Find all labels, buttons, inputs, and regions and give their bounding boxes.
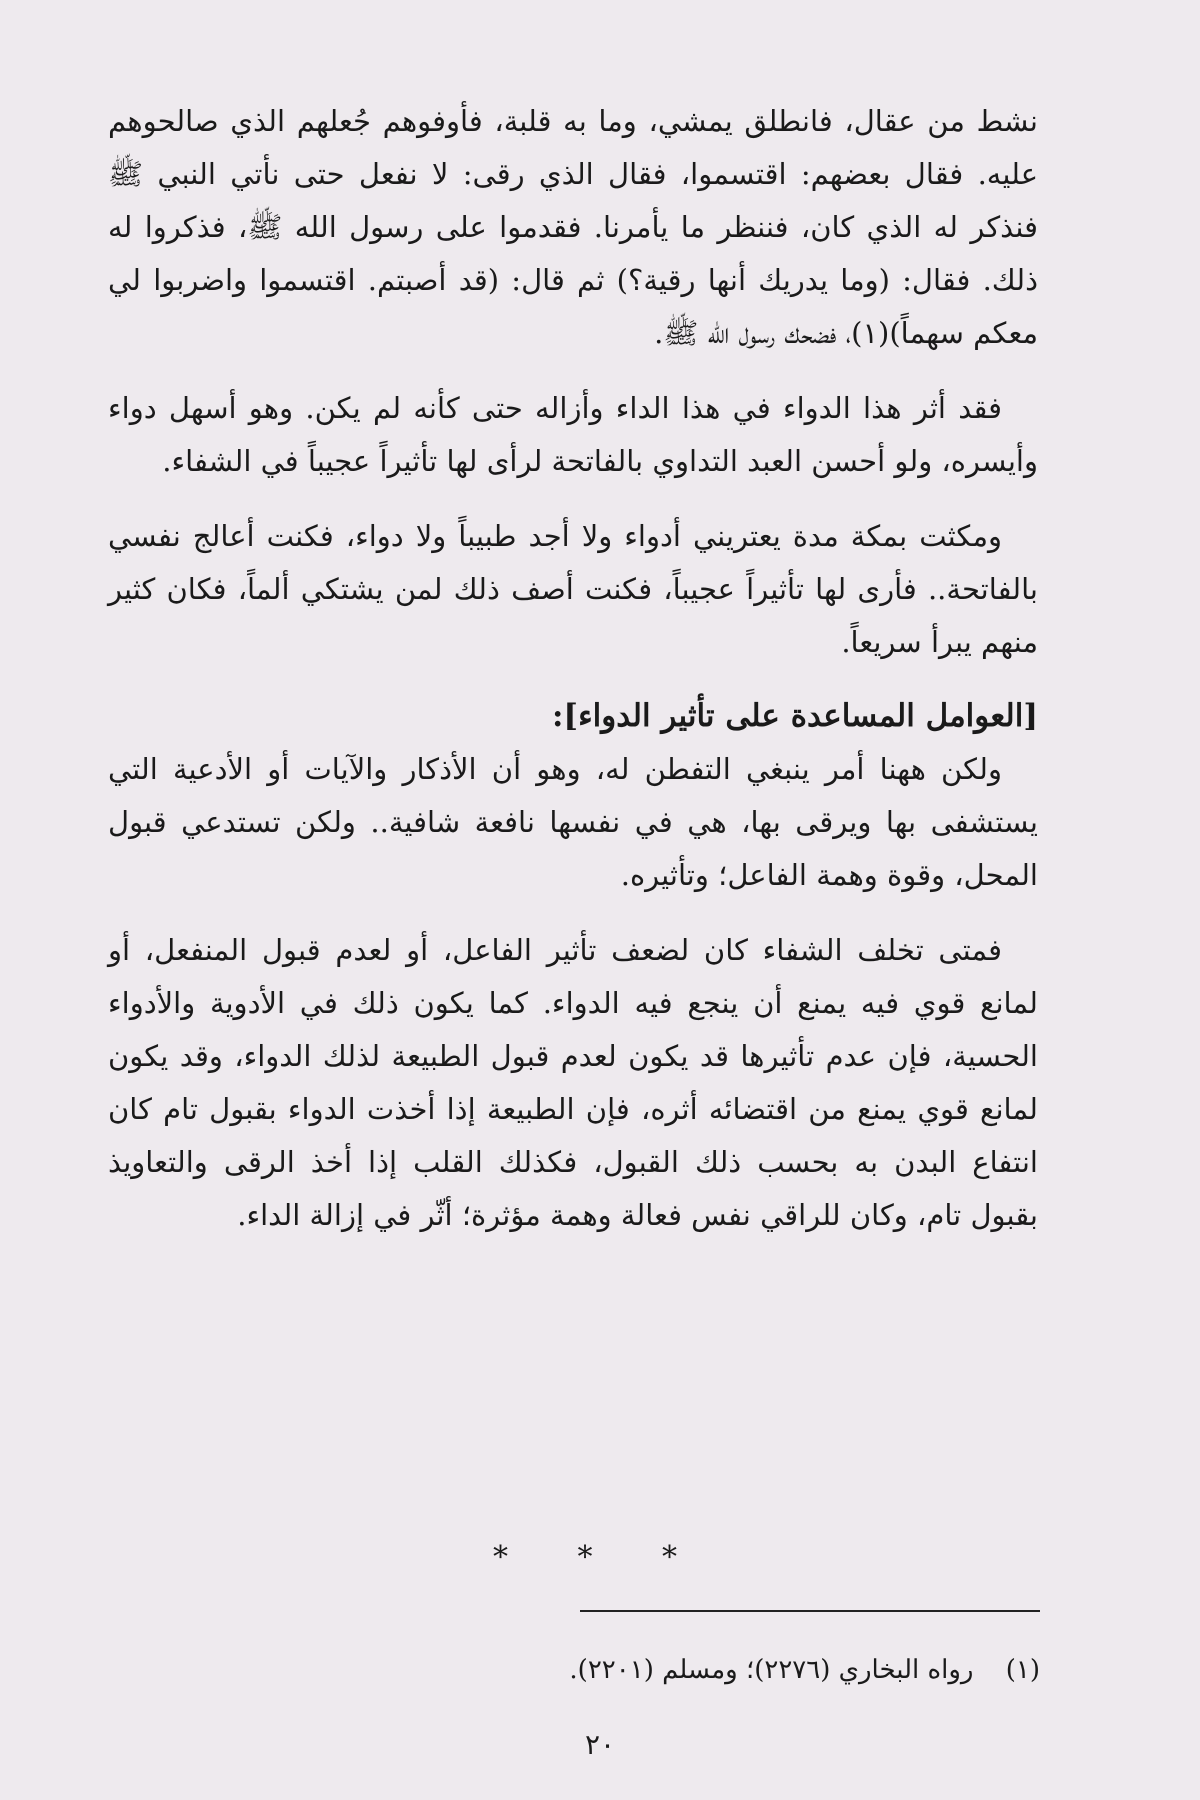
footnote (569, 1650, 1040, 1690)
footnote-divider (580, 1610, 1040, 1612)
paragraph-failure: فمتى تخلف الشفاء كان لضعف تأثير الفاعل، أو لعدم قبول المنفعل، أو لمانع قوي فيه يمنع أن ينجع فيه الدواء. كما يكون ذلك في الأدوية والأدواء الحسية، فإن عدم تأثيرها قد يكون لعدم قبول الطبيعة لذلك الدواء، وقد يكون لمانع قوي يمنع من اقتضائه أثره، فإن الطبيعة إذا أخذت الدواء بقبول تام كان انتفاع البدن به بحسب ذلك القبول، فكذلك القلب إذا أخذ الرقى والتعاويذ بقبول تام، وكان للراقي نفس فعالة وهمة مؤثرة؛ أثّر في إزالة الداء. (108, 933, 1038, 1232)
section-heading: [العوامل المساعدة على تأثير الدواء]: (551, 698, 1038, 734)
paragraph-hadith: نشط من عقال، فانطلق يمشي، وما به قلبة، فأوفوهم جُعلهم الذي صالحوهم عليه. فقال بعضهم: اقتسموا، فقال الذي رقى: لا نفعل حتى نأتي النبي ﷺ فنذكر له الذي كان، فننظر ما يأمرنا. فقدموا على رسول الله ﷺ، فذكروا له ذلك. فقال: (وما يدريك أنها رقية؟) ثم قال: (قد أصبتم. اقتسموا واضربوا لي معكم سهماً)(١)، فضحك رسول الله ﷺ. (108, 104, 1038, 350)
paragraph-mecca: ومكثت بمكة مدة يعتريني أدواء ولا أجد طبيباً ولا دواء، فكنت أعالج نفسي بالفاتحة.. فأرى لها تأثيراً عجيباً، فكنت أصف ذلك لمن يشتكي ألماً، فكان كثير منهم يبرأ سريعاً. (108, 519, 1038, 659)
footnote-number: (١) (1005, 1655, 1040, 1685)
page-number: ٢٠ (584, 1728, 616, 1761)
footnote-text: رواه البخاري (٢٢٧٦)؛ ومسلم (٢٢٠١). (569, 1655, 974, 1685)
section-separator: * * * (492, 1540, 708, 1575)
page-body (108, 95, 1038, 1264)
paragraph-conditions: ولكن ههنا أمر ينبغي التفطن له، وهو أن الأذكار والآيات أو الأدعية التي يستشفى بها ويرقى بها، هي في نفسها نافعة شافية.. ولكن تستدعي قبول المحل، وقوة وهمة الفاعل؛ وتأثيره. (108, 752, 1038, 892)
paragraph-effect: فقد أثر هذا الدواء في هذا الداء وأزاله حتى كأنه لم يكن. وهو أسهل دواء وأيسره، ولو أحسن العبد التداوي بالفاتحة لرأى لها تأثيراً عجيباً في الشفاء. (108, 391, 1038, 478)
